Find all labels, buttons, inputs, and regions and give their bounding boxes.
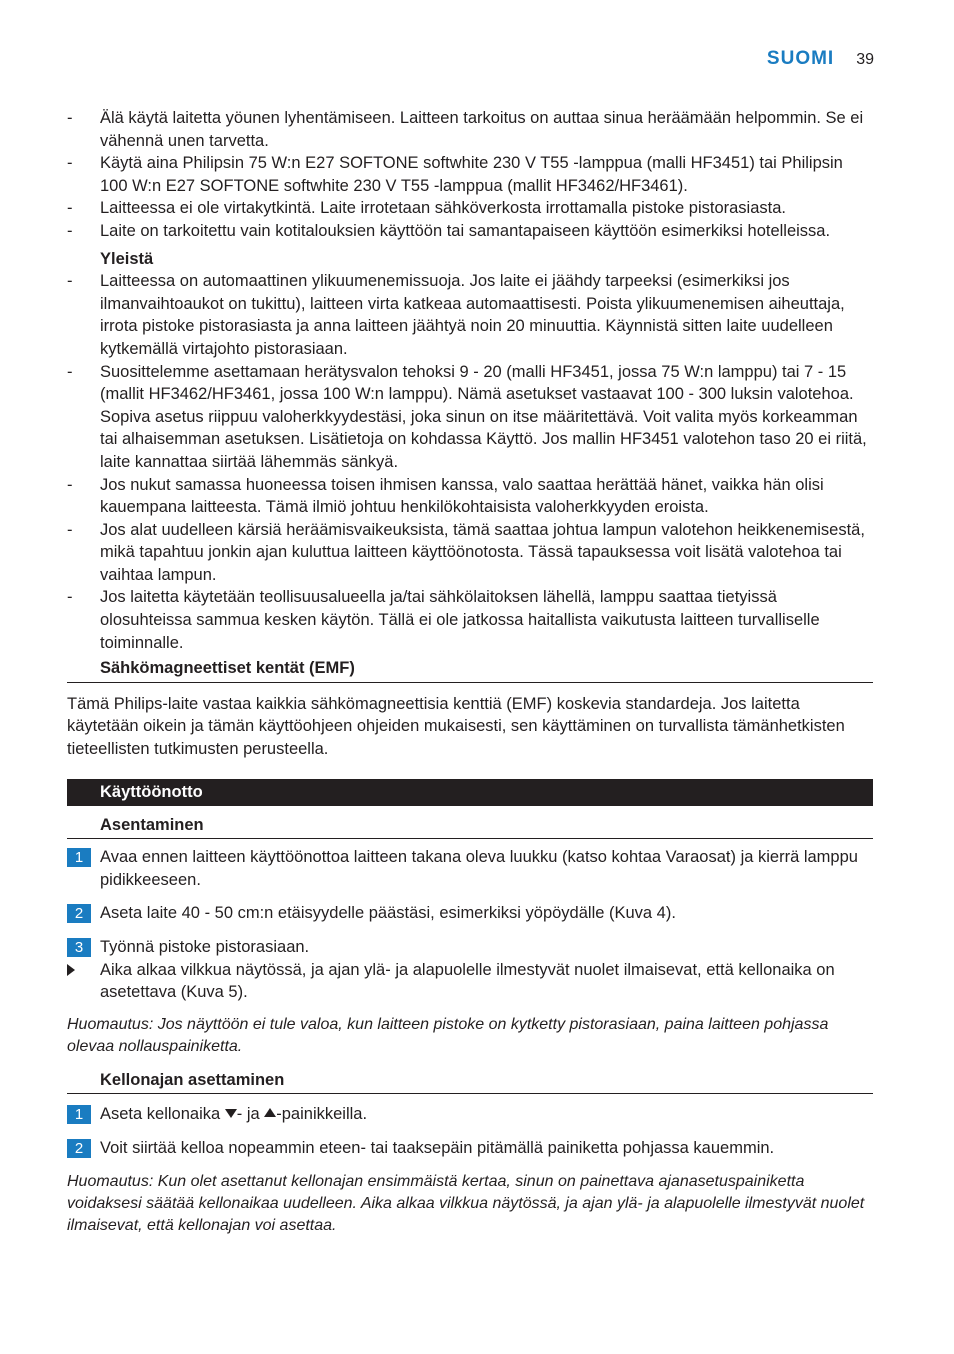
step-text-middle: - ja	[236, 1105, 265, 1124]
install-step-2	[67, 902, 873, 925]
bullet-text: Käytä aina Philipsin 75 W:n E27 SOFTONE softwhite 230 V T55 -lamppua (malli HF3451) tai Philipsin 100 W:n E27 SOFTONE softwhite 230 V T55 -lamppua (mallit HF3462/HF3461).	[100, 154, 843, 195]
emf-paragraph: Tämä Philips-laite vastaa kaikkia sähkömagneettisia kenttiä (EMF) koskevia standardeja. Jos laitetta käytetään oikein ja tämän käyttöohjeen ohjeiden mukaisesti, sen käyttäminen on turvallista tämänhetkisten tieteellisten tutkimusten perusteella.	[67, 694, 845, 759]
general-bullet-list	[67, 270, 873, 654]
list-item: - Jos alat uudelleen kärsiä heräämisvaikeuksista, tämä saattaa johtua lampun valotehon heikkenemisestä, mikä tapahtuu jonkin ajan kuluttua laitteen käyttöönotosta. Tässä tapauksessa voit lisätä valotehoa tai vaihtaa lampun.	[67, 520, 865, 584]
down-arrow-icon	[225, 1109, 237, 1118]
bullet-text: Suosittelemme asettamaan herätysvalon tehoksi 9 - 20 (malli HF3451, jossa 75 W:n lamppu) tai 7 - 15 (mallit HF3462/HF3461, jossa 100 W:n lamppu). Nämä asetukset vastaavat 100 - 300 luksin valotehoa. Sopiva asetus riippuu valoherkkyydestäsi, joka sinun on itse määritettävä. Voit valita myös korkeamman tai alhaisemman asetuksen. Lisätietoja on kohdassa Käyttö. Jos mallin HF3451 valotehon taso 20 ei riitä, laite kannattaa siirtää lähemmäs sänkyä.	[100, 362, 867, 471]
result-text: Aika alkaa vilkkua näytössä, ja ajan ylä- ja alapuolelle ilmestyvät nuolet ilmaisevat, että kellonaika on asetettava (Kuva 5).	[100, 960, 835, 1002]
list-item: - Jos laitetta käytetään teollisuusalueella ja/tai sähkölaitoksen lähellä, lamppu saattaa tietyissä olosuhteissa sammua kesken käytön. Tällä ei ole jatkossa haitallista vaikutusta laitteen turvalliselle toiminnalle.	[67, 588, 820, 652]
step-number: 3	[67, 938, 91, 957]
bullet-text: Jos alat uudelleen kärsiä heräämisvaikeuksista, tämä saattaa johtua lampun valotehon heikkenemisestä, mikä tapahtuu jonkin ajan kuluttua laitteen käyttöönotosta. Tässä tapauksessa voit lisätä valotehoa tai vaihtaa lampun.	[100, 520, 865, 584]
step-text-start: Aseta kellonaika	[100, 1105, 225, 1124]
clock-step-2	[67, 1137, 873, 1160]
general-heading: Yleistä	[100, 249, 154, 268]
install-note: Huomautus: Jos näyttöön ei tule valoa, kun laitteen pistoke on kytketty pistorasiaan, paina laitteen pohjassa olevaa nollauspainiketta.	[67, 1015, 829, 1055]
step-number: 1	[67, 848, 91, 867]
clock-heading: Kellonajan asettaminen	[67, 1069, 873, 1095]
list-item: - Jos nukut samassa huoneessa toisen ihmisen kanssa, valo saattaa herättää hänet, vaikka hän olisi kauempana laitteesta. Tämä ilmiö johtuu henkilökohtaisista valoherkkyyden eroista.	[67, 475, 824, 517]
install-heading: Asentaminen	[67, 814, 873, 840]
step-number: 1	[67, 1105, 91, 1124]
section-title-bar: Käyttöönotto	[67, 779, 873, 806]
bullet-text: Jos nukut samassa huoneessa toisen ihmisen kanssa, valo saattaa herättää hänet, vaikka hän olisi kauempana laitteesta. Tämä ilmiö johtuu henkilökohtaisista valoherkkyyden eroista.	[100, 475, 824, 517]
step-number: 2	[67, 904, 91, 923]
page-content	[67, 107, 873, 1237]
clock-note: Huomautus: Kun olet asettanut kellonajan ensimmäistä kertaa, sinun on painettava ajanasetuspainiketta voidaksesi säätää kellonaikaa uudelleen. Aika alkaa vilkkua näytössä, ja ajan ylä- ja alapuolelle ilmestyvät nuolet ilmaisevat, että kellonajan voi asettaa.	[67, 1172, 865, 1234]
emf-heading: Sähkömagneettiset kentät (EMF)	[67, 657, 873, 683]
install-step-3	[67, 936, 873, 959]
step-text: Aseta laite 40 - 50 cm:n etäisyydelle päästäsi, esimerkiksi yöpöydälle (Kuva 4).	[100, 904, 676, 923]
list-item: - Laitteessa ei ole virtakytkintä. Laite irrotetaan sähköverkosta irrottamalla pistoke pistorasiasta.	[67, 199, 786, 218]
list-item: - Käytä aina Philipsin 75 W:n E27 SOFTONE softwhite 230 V T55 -lamppua (malli HF3451) tai Philipsin 100 W:n E27 SOFTONE softwhite 230 V T55 -lamppua (mallit HF3462/HF3461).	[67, 154, 843, 195]
step-text: Työnnä pistoke pistorasiaan.	[100, 938, 310, 956]
install-step-1	[67, 846, 873, 891]
step-text-end: -painikkeilla.	[276, 1105, 368, 1124]
step-number: 2	[67, 1139, 91, 1158]
bullet-text: Jos laitetta käytetään teollisuusalueella ja/tai sähkölaitoksen lähellä, lamppu saattaa tietyissä olosuhteissa sammua kesken käytön. Tällä ei ole jatkossa haitallista vaikutusta laitteen turvalliselle toiminnalle.	[100, 588, 820, 652]
up-arrow-icon	[264, 1108, 276, 1117]
page-header	[767, 48, 874, 70]
result-arrow-icon	[67, 964, 75, 976]
language-label: SUOMI	[766, 48, 835, 69]
list-item: - Suosittelemme asettamaan herätysvalon tehoksi 9 - 20 (malli HF3451, jossa 75 W:n lamppu) tai 7 - 15 (mallit HF3462/HF3461, jossa 100 W:n lamppu). Nämä asetukset vastaavat 100 - 300 luksin valotehoa. Sopiva asetus riippuu valoherkkyydestäsi, joka sinun on itse määritettävä. Voit valita myös korkeamman tai alhaisemman asetuksen. Lisätietoja on kohdassa Käyttö. Jos mallin HF3451 valotehon taso 20 ei riitä, laite kannattaa siirtää lähemmäs sänkyä.	[67, 362, 867, 471]
install-result	[67, 959, 873, 1004]
list-item: - Laite on tarkoitettu vain kotitalouksien käyttöön tai samantapaiseen käyttöön esimerkiksi hotelleissa.	[67, 221, 831, 240]
intro-bullet-list	[67, 107, 873, 243]
page-number: 39	[856, 51, 874, 68]
bullet-text: Laitteessa ei ole virtakytkintä. Laite irrotetaan sähköverkosta irrottamalla pistoke pistorasiasta.	[100, 199, 786, 218]
bullet-text: Laite on tarkoitettu vain kotitalouksien käyttöön tai samantapaiseen käyttöön esimerkiksi hotelleissa.	[100, 221, 831, 240]
bullet-text: Laitteessa on automaattinen ylikuumenemissuoja. Jos laite ei jäähdy tarpeeksi (esimerkiksi jos ilmanvaihtoaukot on tukittu), laitteen virta katkeaa automaattisesti. Poista ylikuumenemisen aiheuttaja, irrota pistoke pistorasiasta ja anna laitteen jäähtyä noin 20 minuuttia. Käynnistä sitten laite uudelleen kytkemällä virtajohto pistorasiaan.	[100, 272, 845, 358]
clock-step-1	[67, 1103, 873, 1126]
list-item: - Älä käytä laitetta yöunen lyhentämiseen. Laitteen tarkoitus on auttaa sinua heräämään helpommin. Se ei vähennä unen tarvetta.	[67, 109, 864, 150]
step-text: Voit siirtää kelloa nopeammin eteen- tai taaksepäin pitämällä painiketta pohjassa kauemmin.	[100, 1138, 775, 1157]
step-text: Avaa ennen laitteen käyttöönottoa laitteen takana oleva luukku (katso kohtaa Varaosat) ja kierrä lamppu pidikkeeseen.	[100, 848, 858, 889]
list-item: - Laitteessa on automaattinen ylikuumenemissuoja. Jos laite ei jäähdy tarpeeksi (esimerkiksi jos ilmanvaihtoaukot on tukittu), laitteen virta katkeaa automaattisesti. Poista ylikuumenemisen aiheuttaja, irrota pistoke pistorasiasta ja anna laitteen jäähtyä noin 20 minuuttia. Käynnistä sitten laite uudelleen kytkemällä virtajohto pistorasiaan.	[67, 272, 845, 358]
bullet-text: Älä käytä laitetta yöunen lyhentämiseen. Laitteen tarkoitus on auttaa sinua heräämään helpommin. Se ei vähennä unen tarvetta.	[100, 109, 864, 150]
